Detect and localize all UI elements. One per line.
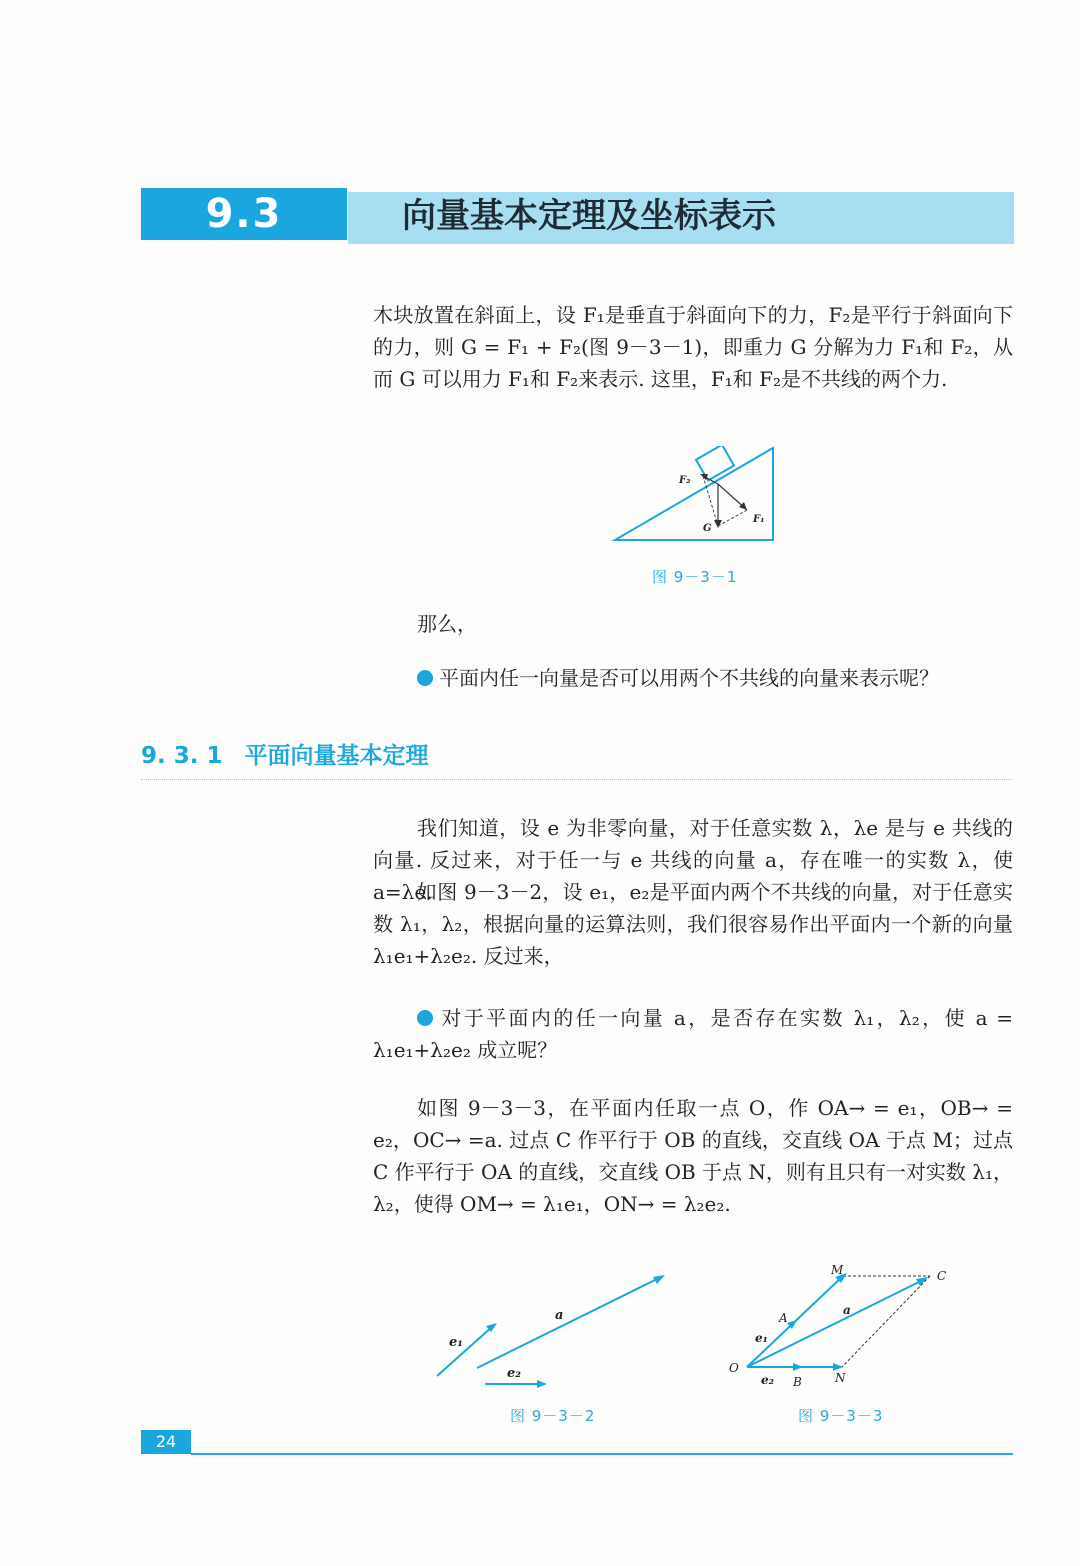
- label-M: M: [831, 1263, 844, 1277]
- body-paragraph-2: 如图 9－3－2，设 e₁，e₂是平面内两个不共线的向量，对于任意实数 λ₁，λ₂，根据向量的运算法则，我们很容易作出平面内一个新的向量 λ₁e₁+λ₂e₂. 反过来，: [373, 880, 1013, 968]
- line-CN: [842, 1276, 930, 1367]
- label-f2: F₂: [679, 475, 691, 486]
- page-number: 24: [155, 1432, 177, 1451]
- figure-incline-diagram: [605, 446, 785, 548]
- label-e1: e₁: [449, 1335, 463, 1350]
- label-f1: F₁: [753, 514, 765, 525]
- section-number-box: [141, 188, 347, 240]
- incline-triangle: [615, 448, 773, 540]
- label-O: O: [729, 1361, 739, 1375]
- footer-rule: [191, 1453, 1013, 1455]
- figure3-caption: 图 9－3－3: [798, 1407, 884, 1425]
- arrow-OB: [793, 1363, 803, 1371]
- question-1-text: 平面内任一向量是否可以用两个不共线的向量来表示呢？: [439, 666, 939, 690]
- body-paragraph-3: 如图 9－3－3，在平面内任取一点 O，作 OA→ = e₁，OB→ = e₂，OC→ =a. 过点 C 作平行于 OB 的直线，交直线 OA 于点 M；过点 C 作平行于 OA 的直线，交直线 OB 于点 N，则有且只有一对实数 λ₁，λ₂，使得 OM→ = λ₁e₁，ON→ = λ₂e₂.: [373, 1096, 1013, 1216]
- label-B: B: [793, 1375, 802, 1389]
- label-N: N: [835, 1371, 846, 1385]
- label-e1: e₁: [755, 1331, 768, 1345]
- figure2-caption: 图 9－3－2: [510, 1407, 596, 1425]
- subsection-divider: [141, 779, 1013, 780]
- subsection-heading: [141, 737, 429, 770]
- body-paragraph-1: 我们知道，设 e 为非零向量，对于任意实数 λ，λe 是与 e 共线的向量. 反过来，对于任一与 e 共线的向量 a，存在唯一的实数 λ，使 a=λe.: [373, 816, 1013, 904]
- label-a: a: [555, 1308, 564, 1323]
- section-title: 向量基本定理及坐标表示: [402, 196, 776, 236]
- label-e2: e₂: [507, 1366, 521, 1381]
- vector-OC: [747, 1280, 923, 1367]
- subsection-title: 平面向量基本定理: [244, 743, 429, 769]
- label-e2: e₂: [761, 1373, 774, 1387]
- vector-e1: [437, 1326, 493, 1376]
- bullet-dot: [417, 1010, 433, 1026]
- label-g: G: [703, 523, 712, 534]
- figure-parallelogram-decomposition: [725, 1258, 955, 1398]
- page-number-box: [141, 1430, 191, 1454]
- question-2-text: 对于平面内的任一向量 a，是否存在实数 λ₁，λ₂，使 a = λ₁e₁+λ₂e₂ 成立呢？: [373, 1006, 1013, 1062]
- subsection-number: 9. 3. 1: [141, 743, 223, 769]
- question-1: [417, 662, 939, 694]
- label-A: A: [779, 1311, 788, 1325]
- then-text: 那么，: [417, 612, 477, 636]
- bullet-dot: [417, 670, 433, 686]
- vector-a: [477, 1278, 659, 1368]
- intro-paragraph: 木块放置在斜面上，设 F₁是垂直于斜面向下的力，F₂是平行于斜面向下的力，则 G = F₁ + F₂(图 9－3－1)，即重力 G 分解为力 F₁和 F₂，从而 G 可以用力 F₁和 F₂来表示. 这里，F₁和 F₂是不共线的两个力.: [373, 303, 1013, 391]
- figure-vectors-e1-e2-a: [425, 1268, 675, 1398]
- section-number: 9.3: [205, 191, 283, 237]
- question-2: [373, 1002, 1013, 1066]
- label-C: C: [937, 1269, 947, 1283]
- figure1-caption: 图 9－3－1: [652, 568, 738, 586]
- label-a: a: [843, 1303, 851, 1317]
